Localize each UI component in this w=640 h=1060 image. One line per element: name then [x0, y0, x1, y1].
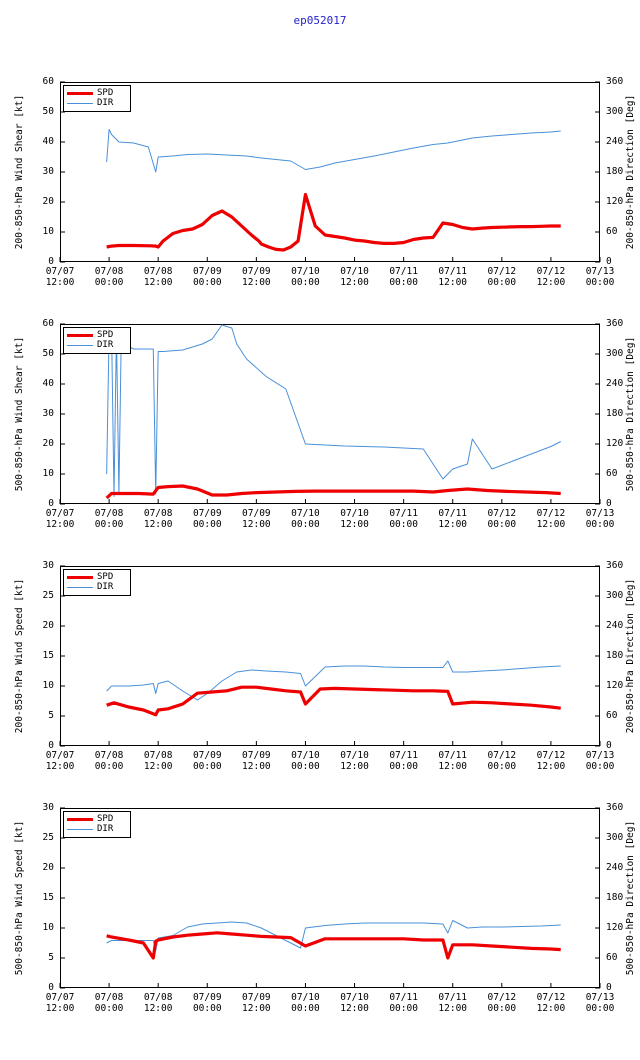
x-tick-label [35, 508, 85, 530]
x-tick-date: 07/13 [585, 508, 615, 519]
x-tick-label [575, 508, 625, 530]
spd-series-line [107, 195, 561, 251]
y-tick-label: 0 [48, 256, 54, 267]
spd-series-line [107, 486, 561, 498]
spd-series-line [107, 933, 561, 958]
y-tick-label-right: 60 [606, 952, 618, 963]
x-tick-label [330, 266, 380, 288]
y-tick-label-right: 0 [606, 740, 612, 751]
x-tick-time: 12:00 [438, 519, 468, 530]
x-tick-time: 12:00 [536, 277, 566, 288]
x-tick-date: 07/13 [585, 266, 615, 277]
y-tick-label-right: 120 [606, 680, 624, 691]
x-tick-date: 07/12 [487, 992, 517, 1003]
x-tick-time: 00:00 [585, 277, 615, 288]
chart-panel-1 [0, 48, 640, 298]
y-tick-label-right: 300 [606, 832, 624, 843]
chart-legend [63, 327, 131, 354]
y-tick-label: 20 [42, 438, 54, 449]
x-tick-time: 12:00 [242, 1003, 271, 1014]
x-tick-time: 00:00 [94, 1003, 124, 1014]
chart-panel-3 [0, 532, 640, 782]
x-tick-label [84, 508, 134, 530]
x-tick-time: 12:00 [45, 761, 75, 772]
y-tick-label: 0 [48, 982, 54, 993]
y-axis-label-left: 200-850-hPa Wind Speed [kt] [14, 578, 25, 734]
y-tick-label-right: 240 [606, 136, 624, 147]
spd-line-swatch [67, 818, 93, 821]
y-tick-label: 10 [42, 468, 54, 479]
x-tick-time: 12:00 [438, 1003, 468, 1014]
y-tick-label-right: 60 [606, 468, 618, 479]
x-tick-date: 07/11 [389, 750, 418, 761]
x-tick-time: 00:00 [192, 761, 222, 772]
x-tick-date: 07/10 [340, 508, 369, 519]
x-tick-label [379, 992, 429, 1014]
x-tick-time: 00:00 [487, 761, 517, 772]
y-tick-label-right: 0 [606, 498, 612, 509]
x-tick-time: 12:00 [242, 761, 271, 772]
dir-series-line [107, 661, 561, 700]
y-tick-label-right: 120 [606, 438, 624, 449]
y-axis-label-right: 500-850-hPa Direction [Deg] [625, 336, 636, 492]
y-tick-label: 15 [42, 892, 54, 903]
x-tick-time: 00:00 [291, 519, 320, 530]
legend-item-dir [67, 824, 127, 834]
y-tick-label-right: 360 [606, 560, 624, 571]
x-tick-time: 00:00 [585, 761, 615, 772]
x-tick-time: 00:00 [487, 519, 517, 530]
y-tick-label: 20 [42, 862, 54, 873]
x-tick-date: 07/11 [438, 992, 468, 1003]
x-tick-date: 07/09 [192, 750, 222, 761]
x-tick-date: 07/11 [438, 266, 468, 277]
x-tick-date: 07/08 [94, 992, 124, 1003]
x-tick-label [182, 992, 232, 1014]
x-tick-time: 12:00 [242, 277, 271, 288]
y-tick-label: 30 [42, 166, 54, 177]
y-tick-label-right: 300 [606, 106, 624, 117]
x-tick-date: 07/07 [45, 266, 75, 277]
x-tick-time: 12:00 [143, 277, 173, 288]
y-tick-label: 10 [42, 226, 54, 237]
x-tick-date: 07/11 [438, 508, 468, 519]
legend-item-spd [67, 330, 127, 340]
x-tick-date: 07/08 [143, 750, 173, 761]
y-tick-label-right: 300 [606, 590, 624, 601]
legend-label-dir: DIR [97, 582, 114, 592]
y-axis-label-left: 200-850-hPa Wind Shear [kt] [14, 94, 25, 250]
y-tick-label-right: 360 [606, 76, 624, 87]
x-tick-date: 07/11 [389, 992, 418, 1003]
x-tick-label [133, 266, 183, 288]
x-tick-time: 00:00 [192, 1003, 222, 1014]
x-tick-date: 07/13 [585, 750, 615, 761]
x-tick-date: 07/09 [192, 266, 222, 277]
x-tick-label [231, 266, 281, 288]
x-tick-date: 07/08 [94, 266, 124, 277]
x-tick-time: 12:00 [340, 519, 369, 530]
x-tick-time: 12:00 [536, 519, 566, 530]
y-tick-label-right: 300 [606, 348, 624, 359]
x-tick-time: 12:00 [242, 519, 271, 530]
y-axis-label-left: 500-850-hPa Wind Speed [kt] [14, 820, 25, 976]
x-tick-time: 00:00 [192, 519, 222, 530]
x-tick-time: 00:00 [291, 761, 320, 772]
x-tick-label [379, 508, 429, 530]
x-tick-date: 07/12 [487, 750, 517, 761]
y-axis-label-right: 200-850-hPa Direction [Deg] [625, 94, 636, 250]
x-tick-date: 07/08 [94, 750, 124, 761]
x-tick-time: 00:00 [291, 277, 320, 288]
x-tick-date: 07/12 [487, 266, 517, 277]
legend-item-dir [67, 340, 127, 350]
x-tick-label [575, 266, 625, 288]
x-tick-time: 12:00 [143, 519, 173, 530]
y-tick-label-right: 240 [606, 378, 624, 389]
x-tick-label [477, 508, 527, 530]
chart-legend [63, 811, 131, 838]
x-tick-date: 07/10 [291, 508, 320, 519]
chart-legend [63, 569, 131, 596]
legend-label-spd: SPD [97, 572, 114, 582]
x-tick-label [428, 750, 478, 772]
y-tick-label-right: 60 [606, 710, 618, 721]
x-tick-time: 12:00 [340, 1003, 369, 1014]
x-tick-label [231, 750, 281, 772]
x-tick-date: 07/08 [143, 992, 173, 1003]
x-tick-label [35, 750, 85, 772]
x-tick-date: 07/10 [340, 992, 369, 1003]
x-tick-date: 07/08 [94, 508, 124, 519]
x-tick-label [231, 508, 281, 530]
x-tick-label [575, 750, 625, 772]
x-tick-time: 12:00 [45, 277, 75, 288]
legend-label-dir: DIR [97, 98, 114, 108]
x-tick-label [526, 992, 576, 1014]
chart-panel-4 [0, 774, 640, 1024]
x-tick-time: 00:00 [585, 1003, 615, 1014]
x-tick-time: 12:00 [438, 277, 468, 288]
y-tick-label-right: 180 [606, 892, 624, 903]
y-axis-label-right: 500-850-hPa Direction [Deg] [625, 820, 636, 976]
y-axis-label-right: 200-850-hPa Direction [Deg] [625, 578, 636, 734]
y-tick-label-right: 240 [606, 620, 624, 631]
chart-panel-2 [0, 290, 640, 540]
x-tick-label [477, 992, 527, 1014]
x-tick-label [379, 750, 429, 772]
x-tick-label [133, 992, 183, 1014]
x-tick-date: 07/08 [143, 266, 173, 277]
x-tick-label [477, 266, 527, 288]
y-tick-label-right: 360 [606, 318, 624, 329]
x-tick-label [428, 266, 478, 288]
x-tick-date: 07/12 [536, 266, 566, 277]
x-tick-label [84, 266, 134, 288]
x-tick-label [379, 266, 429, 288]
x-tick-label [182, 750, 232, 772]
x-tick-date: 07/11 [389, 266, 418, 277]
y-tick-label-right: 360 [606, 802, 624, 813]
page-title: ep052017 [293, 14, 347, 27]
y-tick-label: 10 [42, 680, 54, 691]
x-tick-time: 12:00 [340, 761, 369, 772]
legend-label-spd: SPD [97, 330, 114, 340]
x-tick-date: 07/10 [291, 992, 320, 1003]
legend-item-spd [67, 88, 127, 98]
x-tick-label [575, 992, 625, 1014]
x-tick-label [280, 992, 330, 1014]
spd-line-swatch [67, 334, 93, 337]
y-tick-label: 0 [48, 498, 54, 509]
y-tick-label-right: 60 [606, 226, 618, 237]
x-tick-time: 12:00 [438, 761, 468, 772]
y-tick-label-right: 180 [606, 650, 624, 661]
y-tick-label: 25 [42, 832, 54, 843]
x-tick-time: 12:00 [340, 277, 369, 288]
legend-label-dir: DIR [97, 340, 114, 350]
x-tick-date: 07/10 [291, 750, 320, 761]
x-tick-label [428, 992, 478, 1014]
x-tick-time: 00:00 [94, 761, 124, 772]
x-tick-time: 12:00 [45, 1003, 75, 1014]
y-tick-label: 50 [42, 348, 54, 359]
x-tick-date: 07/09 [242, 508, 271, 519]
y-tick-label-right: 180 [606, 166, 624, 177]
y-tick-label-right: 240 [606, 862, 624, 873]
x-tick-date: 07/12 [536, 992, 566, 1003]
legend-item-spd [67, 814, 127, 824]
y-tick-label: 25 [42, 590, 54, 601]
spd-line-swatch [67, 92, 93, 95]
y-axis-label-left: 500-850-hPa Wind Shear [kt] [14, 336, 25, 492]
x-tick-label [35, 266, 85, 288]
x-tick-time: 12:00 [45, 519, 75, 530]
x-tick-date: 07/09 [242, 266, 271, 277]
x-tick-label [280, 266, 330, 288]
x-tick-time: 12:00 [143, 761, 173, 772]
x-tick-label [330, 992, 380, 1014]
x-tick-date: 07/12 [536, 508, 566, 519]
x-tick-label [477, 750, 527, 772]
x-tick-time: 00:00 [94, 277, 124, 288]
x-tick-time: 00:00 [389, 519, 418, 530]
x-tick-date: 07/13 [585, 992, 615, 1003]
legend-label-spd: SPD [97, 88, 114, 98]
y-tick-label: 20 [42, 620, 54, 631]
x-tick-date: 07/11 [438, 750, 468, 761]
y-tick-label: 10 [42, 922, 54, 933]
x-tick-label [526, 508, 576, 530]
x-tick-time: 00:00 [585, 519, 615, 530]
x-tick-date: 07/09 [192, 992, 222, 1003]
x-tick-date: 07/07 [45, 750, 75, 761]
x-tick-date: 07/10 [340, 266, 369, 277]
x-tick-time: 12:00 [143, 1003, 173, 1014]
y-tick-label: 30 [42, 560, 54, 571]
dir-line-swatch [67, 345, 93, 346]
x-tick-label [526, 750, 576, 772]
x-tick-label [182, 266, 232, 288]
y-tick-label: 5 [48, 710, 54, 721]
x-tick-time: 00:00 [291, 1003, 320, 1014]
x-tick-time: 00:00 [389, 761, 418, 772]
y-tick-label: 15 [42, 650, 54, 661]
x-tick-date: 07/09 [242, 750, 271, 761]
legend-item-spd [67, 572, 127, 582]
y-tick-label-right: 0 [606, 256, 612, 267]
spd-series-line [107, 687, 561, 715]
x-tick-time: 12:00 [536, 761, 566, 772]
y-tick-label: 40 [42, 136, 54, 147]
legend-label-dir: DIR [97, 824, 114, 834]
dir-line-swatch [67, 587, 93, 588]
legend-label-spd: SPD [97, 814, 114, 824]
x-tick-label [133, 508, 183, 530]
legend-item-dir [67, 98, 127, 108]
y-tick-label: 40 [42, 378, 54, 389]
x-tick-date: 07/10 [291, 266, 320, 277]
x-tick-label [330, 508, 380, 530]
x-tick-time: 00:00 [487, 277, 517, 288]
x-tick-date: 07/08 [143, 508, 173, 519]
x-tick-label [133, 750, 183, 772]
y-tick-label: 20 [42, 196, 54, 207]
dir-series-line [107, 325, 561, 497]
dir-line-swatch [67, 829, 93, 830]
x-tick-label [428, 508, 478, 530]
x-tick-date: 07/09 [192, 508, 222, 519]
y-tick-label-right: 120 [606, 922, 624, 933]
x-tick-date: 07/07 [45, 992, 75, 1003]
x-tick-label [182, 508, 232, 530]
x-tick-date: 07/09 [242, 992, 271, 1003]
x-tick-label [280, 508, 330, 530]
y-tick-label: 5 [48, 952, 54, 963]
x-tick-label [35, 992, 85, 1014]
y-tick-label-right: 120 [606, 196, 624, 207]
y-tick-label-right: 180 [606, 408, 624, 419]
dir-line-swatch [67, 103, 93, 104]
y-tick-label: 60 [42, 318, 54, 329]
x-tick-label [84, 992, 134, 1014]
x-tick-time: 00:00 [389, 277, 418, 288]
x-tick-time: 00:00 [389, 1003, 418, 1014]
legend-item-dir [67, 582, 127, 592]
x-tick-label [330, 750, 380, 772]
dir-series-line [107, 130, 561, 173]
chart-legend [63, 85, 131, 112]
x-tick-label [280, 750, 330, 772]
x-tick-time: 00:00 [487, 1003, 517, 1014]
y-tick-label: 30 [42, 802, 54, 813]
x-tick-date: 07/07 [45, 508, 75, 519]
x-tick-date: 07/10 [340, 750, 369, 761]
spd-line-swatch [67, 576, 93, 579]
x-tick-date: 07/11 [389, 508, 418, 519]
y-tick-label: 60 [42, 76, 54, 87]
y-tick-label-right: 0 [606, 982, 612, 993]
x-tick-label [231, 992, 281, 1014]
x-tick-time: 00:00 [94, 519, 124, 530]
x-tick-label [526, 266, 576, 288]
y-tick-label: 0 [48, 740, 54, 751]
x-tick-time: 00:00 [192, 277, 222, 288]
x-tick-date: 07/12 [487, 508, 517, 519]
y-tick-label: 30 [42, 408, 54, 419]
x-tick-time: 12:00 [536, 1003, 566, 1014]
x-tick-label [84, 750, 134, 772]
x-tick-date: 07/12 [536, 750, 566, 761]
y-tick-label: 50 [42, 106, 54, 117]
